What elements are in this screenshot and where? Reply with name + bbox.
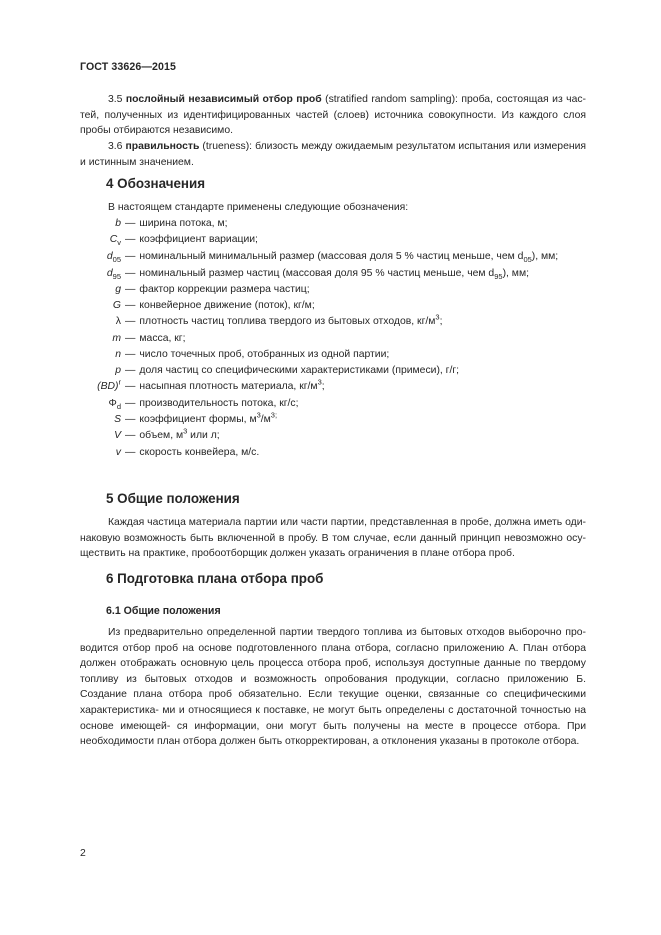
symbol-row: $d_{95}$ — номинальный размер частиц (массовая доля 95 % частиц меньше, чем $d_{95}$), мм;: [40, 266, 529, 282]
symbol: λ: [115, 316, 121, 327]
symbol-description: скорость конвейера, м/с.: [139, 447, 260, 458]
symbol-row: λ — плотность частиц топлива твердого из бытовых отходов, $кг/м^3$;: [40, 314, 442, 330]
symbol-description: номинальный минимальный размер (массовая доля 5 % частиц меньше, чем $d_{05}$), мм;: [139, 251, 559, 265]
symbol-description: номинальный размер частиц (массовая доля 95 % частиц меньше, чем $d_{95}$), мм;: [139, 268, 529, 282]
symbol-description: коэффициент вариации;: [139, 234, 258, 245]
symbol-row: b — ширина потока, м;: [40, 216, 227, 232]
symbol-row: S — коэффициент формы, $м^3/м^{3;}$: [40, 412, 277, 428]
symbol: $C_v$: [109, 234, 121, 248]
symbol-row: g — фактор коррекции размера частиц;: [40, 282, 310, 298]
symbol-row: (BD)$^r$ — насыпная плотность материала, $кг/м^3$;: [40, 379, 325, 395]
section-6-title: 6 Подготовка плана отбора проб: [106, 571, 324, 586]
definition-english: (stratified random sampling):: [325, 94, 458, 105]
standard-designation: ГОСТ 33626—2015: [80, 61, 177, 73]
definition-number: 3.5: [108, 94, 123, 105]
symbol: b: [115, 218, 121, 229]
symbol-description: доля частиц со специфическими характеристиками (примеси), г/г;: [139, 365, 460, 376]
definition-english: (trueness):: [202, 141, 253, 152]
symbol: v: [115, 447, 121, 458]
section-4-title: 4 Обозначения: [106, 176, 206, 191]
symbol-row: V — объем, $м^3$ или л;: [40, 428, 220, 444]
symbol-description: плотность частиц топлива твердого из бытовых отходов, $кг/м^3$;: [139, 312, 443, 327]
symbol-description: ширина потока, м;: [139, 218, 228, 229]
symbol: n: [115, 349, 121, 360]
symbol-description: число точечных проб, отобранных из одной партии;: [139, 349, 390, 360]
symbol-description: коэффициент формы, $м^3/м^{3;}$: [139, 410, 278, 425]
symbol-description: насыпная плотность материала, $кг/м^3$;: [139, 377, 325, 392]
symbol: g: [115, 284, 121, 295]
symbol: $\Phi_d$: [108, 398, 121, 412]
symbol-row: m — масса, кг;: [40, 331, 185, 347]
definition-3-5: [80, 92, 586, 139]
symbol-row: $\Phi_d$ — производительность потока, кг/с;: [40, 396, 299, 412]
definition-text: близость между ожидаемым результатом испытания или измерения и истинным значением.: [80, 141, 587, 168]
symbol: (BD)$^r$: [97, 377, 121, 392]
symbol: p: [115, 365, 121, 376]
definition-term: послойный независимый отбор проб: [125, 94, 322, 105]
symbol-row: $C_v$ — коэффициент вариации;: [40, 232, 258, 248]
symbol-description: объем, $м^3$ или л;: [139, 426, 220, 441]
symbol: m: [112, 333, 121, 344]
symbol: $d_{95}$: [106, 268, 121, 282]
symbol: $d_{05}$: [106, 251, 121, 265]
symbol-row: v — скорость конвейера, м/с.: [40, 445, 259, 461]
page-number: 2: [80, 848, 86, 859]
symbol-description: фактор коррекции размера частиц;: [139, 284, 310, 295]
symbol: V: [114, 430, 121, 441]
section-5-title: 5 Общие положения: [106, 491, 240, 506]
definition-term: правильность: [125, 141, 200, 152]
symbol: G: [112, 300, 121, 311]
symbol-description: конвейерное движение (поток), кг/м;: [139, 300, 315, 311]
section-4-intro: В настоящем стандарте применены следующие обозначения:: [108, 202, 409, 213]
definition-3-6: [80, 139, 586, 170]
symbol-row: G — конвейерное движение (поток), кг/м;: [40, 298, 315, 314]
symbol-description: масса, кг;: [139, 333, 186, 344]
symbol-row: p — доля частиц со специфическими характеристиками (примеси), г/г;: [40, 363, 459, 379]
section-6-1-text: Из предварительно определенной партии твердого топлива из бытовых отходов выборочно про- водится отбор проб на основе подготовленного плана отбора, согласно приложению А. План отбора должен отображать основную цель процесса отбора проб, используя доступные данные по твердому топливу из бытовых отходов и возможность опробования продукции, согласно приложению Б. Создание плана отбора проб обязательно. Если текущие оценки, связанные со специфическими характеристика- ми и относящиеся к поставке, не могут быть определены с достаточной точностью на основе имеющей- ся информации, они могут быть получены на месте в процессе отбора. При необходимости план отбора должен быть откорректирован, а отклонения указаны в протоколе отбора.: [80, 627, 586, 748]
section-5-text: Каждая частица материала партии или части партии, представленная в пробе, должна иметь оди- наковую возможность быть включенной в пробу. В том случае, если данный принцип невозможно осу- ществить на практике, пробоотборщик должен указать ограничения в плане отбора проб.: [80, 517, 586, 560]
symbol-row: n — число точечных проб, отобранных из одной партии;: [40, 347, 389, 363]
definition-text: проба, состоящая из час- тей, полученных из идентифицированных частей (слоев) источника совокупности. Из каждого слоя пробы отбираются независимо.: [80, 94, 587, 137]
section-6-1-title: 6.1 Общие положения: [106, 605, 221, 617]
definition-number: 3.6: [108, 141, 123, 152]
symbol-row: $d_{05}$ — номинальный минимальный размер (массовая доля 5 % частиц меньше, чем $d_{05}$), мм;: [40, 249, 558, 265]
symbol-description: производительность потока, кг/с;: [139, 398, 299, 409]
symbol: S: [114, 414, 121, 425]
